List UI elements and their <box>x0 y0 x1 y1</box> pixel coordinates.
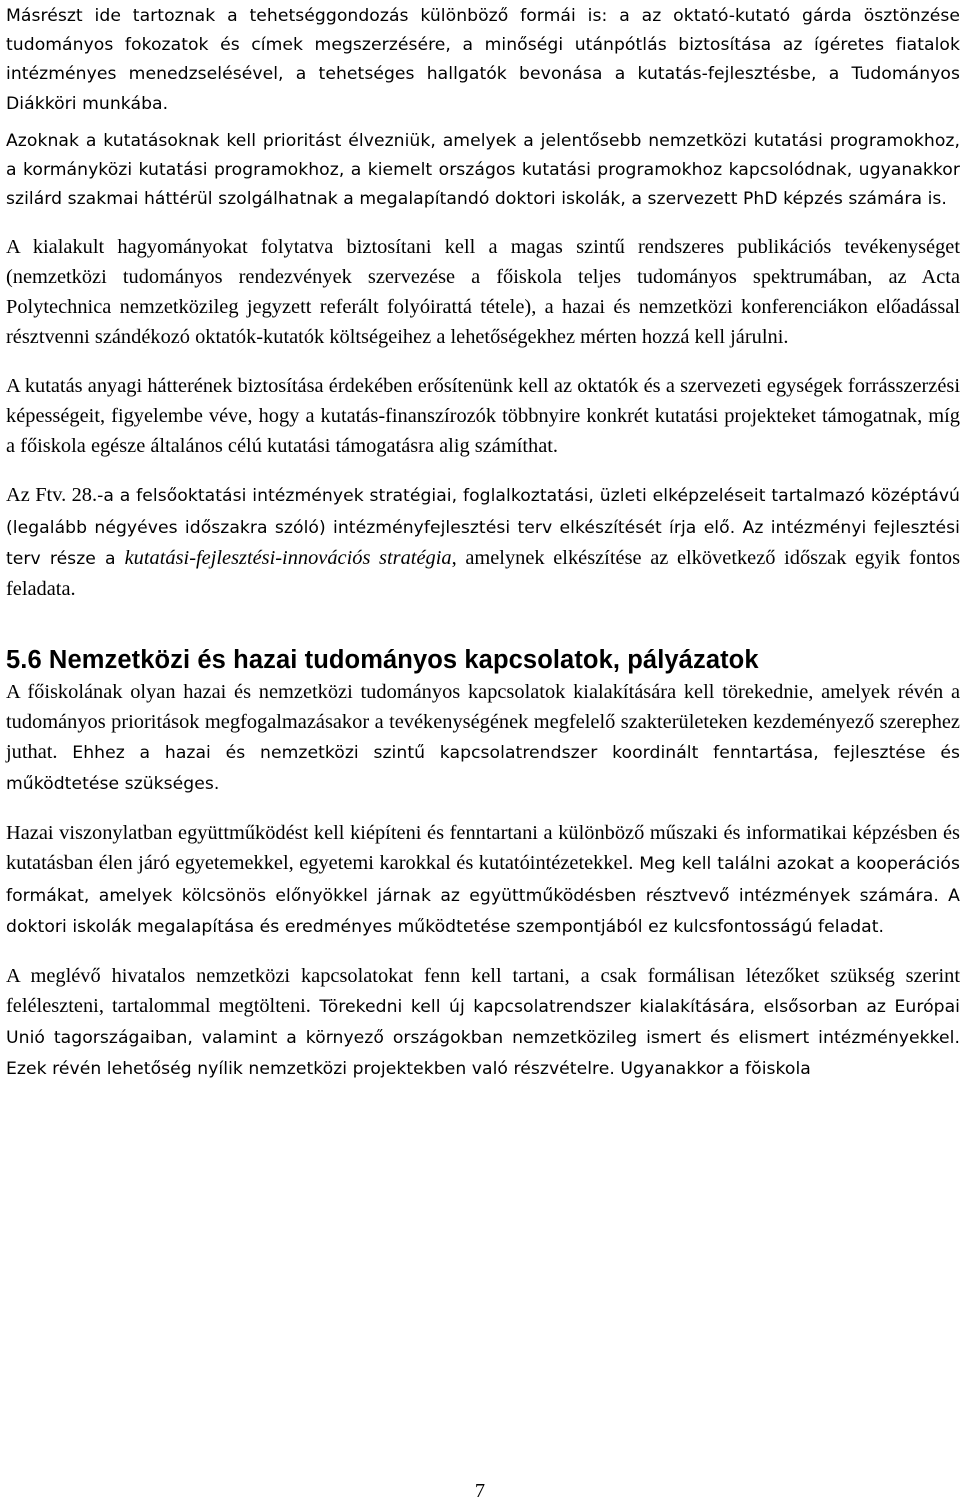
paragraph-international-relations <box>6 677 960 799</box>
rdi-strategy-term: kutatási-fejlesztési-innovációs stratégia <box>124 546 452 569</box>
paragraph-research-priorities: Azoknak a kutatásoknak kell prioritást élvezniük, amelyek a jelentősebb nemzetközi kutatási programokhoz, a kormányközi kutatási programokhoz, a kiemelt országos kutatási programokhoz kapcsolódnak, ugyanakkor szilárd szakmai háttérül szolgálhatnak a megalapítandó doktori iskolák, a szervezett PhD képzés számára is. <box>6 130 960 210</box>
ftv-plan-outro: , amelynek elkészítése az elkövetkező időszak egyik fontos feladata. <box>6 546 960 601</box>
foreign-sentence-2: Törekedni kell új kapcsolatrendszer kialakítására, elsősorban az Európai Unió tagországaiban, valamint a környező országokban nemzetközileg ismert és elismert intézményekkel. <box>6 997 960 1049</box>
domestic-sentence-3: A doktori iskolák megalapítása és eredményes működtetése szempontjából ez kulcsfontosságú feladat. <box>6 885 960 937</box>
relations-sentence-1: A főiskolának olyan hazai és nemzetközi tudományos kapcsolatok kialakítására kell törekednie, amelyek révén a tudományos prioritások megfogalmazásakor a tevékenységének megfelelő szakterületeken kezdeményező szerephez juthat. <box>6 681 960 764</box>
relations-sentence-2: Ehhez a hazai és nemzetközi szintű kapcsolatrendszer koordinált fenntartása, fejlesztése és működtetése szükséges. <box>6 743 960 795</box>
paragraph-foreign-relations <box>6 961 960 1085</box>
ftv-sentence-sans: -a a felsőoktatási intézmények stratégiai, foglalkoztatási, üzleti elképzeléseit tartalmazó középtávú (legalább négyéves időszakra szóló) intézményfejlesztési terv elkészítését írja elő. <box>6 486 960 538</box>
ftv-reference: Az Ftv. 28. <box>6 484 98 507</box>
foreign-sentence-3: Ezek révén lehetőség nyílik nemzetközi projektekben való részvételre. Ugyanakkor a fŏiskola <box>6 1059 811 1080</box>
domestic-sentence-1: Hazai viszonylatban együttműködést kell kiépíteni és fenntartani a különböző műszaki és informatikai képzésben és kutatásban élen járó egyetemekkel, egyetemi karokkal és kutatóintézetekkel. <box>6 822 960 875</box>
ftv-plan-intro: Az intézményi fejlesztési terv része a <box>6 517 960 569</box>
page-number: 7 <box>474 1480 486 1502</box>
paragraph-ftv-strategy <box>6 480 960 604</box>
paragraph-talent-care: Másrészt ide tartoznak a tehetséggondozás különböző formái is: a az oktató-kutató gárda ösztönzése tudományos fokozatok és címek megszerzésére, a minőségi utánpótlás biztosítása az ígéretes fiatalok intézményes menedzselésével, a tehetséges hallgatók bevonása a kutatás-fejlesztésbe, a Tudományos Diákköri munkába. <box>6 6 960 114</box>
document-page <box>6 0 960 1085</box>
domestic-sentence-2: Meg kell találni azokat a kooperációs formákat, amelyek kölcsönös előnyökkel járnak az együttműködésben résztvevő intézmények számára. <box>6 854 960 906</box>
section-heading: 5.6 Nemzetközi és hazai tudományos kapcsolatok, pályázatok <box>6 646 759 675</box>
paragraph-domestic-cooperation <box>6 818 960 942</box>
paragraph-publication-activity: A kialakult hagyományokat folytatva biztosítani kell a magas szintű rendszeres publikációs tevékenységet (nemzetközi tudományos rendezvények szervezése a főiskola teljes tudományos spektrumában, az Acta Polytechnica nemzetközileg jegyzett referált folyóirattá tétele), a hazai és nemzetközi konferenciákon előadással résztvenni szándékozó oktatók-kutatók költségeihez a lehetőségekhez mérten hozzá kell járulni. <box>6 236 960 349</box>
paragraph-research-funding: A kutatás anyagi hátterének biztosítása érdekében erősítenünk kell az oktatók és a szervezeti egységek forrásszerzési képességeit, figyelembe véve, hogy a kutatás-finanszírozók többnyire konkrét kutatási projekteket támogatnak, míg a főiskola egésze általános célú kutatási támogatásra alig számíthat. <box>6 375 960 458</box>
foreign-sentence-1: A meglévő hivatalos nemzetközi kapcsolatokat fenn kell tartani, a csak formálisan létezőket szükség szerint feléleszteni, tartalommal megtölteni. <box>6 965 960 1018</box>
